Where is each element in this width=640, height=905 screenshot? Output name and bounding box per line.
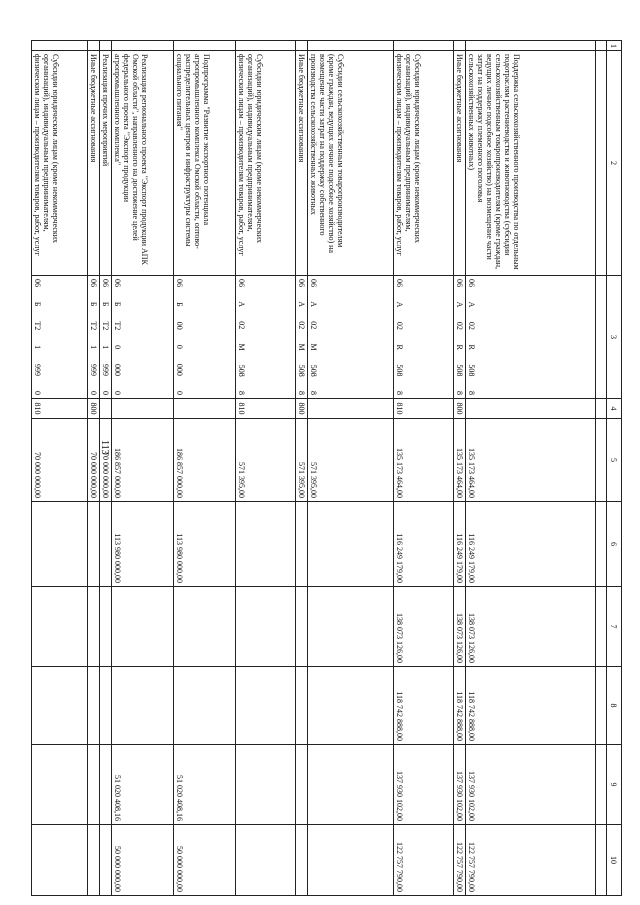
amount-cell [32, 502, 88, 587]
code-part: 8 [237, 391, 246, 395]
amount-cell [88, 587, 100, 667]
code-part: 508 [455, 364, 464, 377]
code-part: 1 [89, 345, 98, 350]
code-part: 00 [175, 321, 184, 330]
amount-cell [112, 587, 174, 667]
amount-cell [100, 745, 112, 825]
amount-cell [296, 502, 308, 587]
code-part: 06 [455, 279, 464, 287]
amount-cell: 118 742 888,00 [466, 667, 596, 745]
amount-cell [174, 587, 236, 667]
amount-cell: 186 857 000,00 [174, 419, 236, 502]
table-row [112, 41, 174, 896]
column-header: 1 [607, 41, 622, 51]
table-row [454, 41, 466, 896]
code-part: 02 [467, 321, 476, 330]
code-part: 999 [101, 364, 110, 377]
code-part: 8 [455, 390, 464, 395]
code-parts [395, 279, 404, 395]
amount-cell [308, 825, 394, 896]
table-row [88, 41, 100, 896]
row-number-cell [394, 41, 454, 51]
code-parts [309, 279, 318, 395]
amount-cell: 135 173 464,00 [394, 419, 454, 502]
classification-code-cell [454, 276, 466, 399]
expense-type-cell [466, 399, 596, 419]
amount-cell [296, 667, 308, 745]
classification-code-cell [112, 276, 174, 399]
description-cell: Иные бюджетные ассигнования [454, 51, 466, 276]
description-cell: Реализация прочих мероприятий [100, 51, 112, 276]
code-parts [113, 279, 122, 395]
expense-type-cell [308, 399, 394, 419]
code-part: 0 [101, 390, 110, 395]
code-part: 508 [297, 364, 306, 377]
classification-code-cell [394, 276, 454, 399]
column-header: 5 [607, 419, 622, 502]
code-part: 508 [395, 364, 404, 377]
expense-type-cell: 810 [32, 399, 88, 419]
amount-cell: 137 930 102,00 [466, 745, 596, 825]
expense-type-cell: 800 [88, 399, 100, 419]
amount-cell: 138 073 126,00 [394, 587, 454, 667]
description-cell: Иные бюджетные ассигнования [296, 51, 308, 276]
amount-cell [88, 667, 100, 745]
amount-cell [88, 745, 100, 825]
budget-table [31, 40, 622, 896]
code-part: Б [113, 301, 122, 307]
code-part: М [237, 343, 246, 351]
amount-cell: 118 742 888,00 [454, 667, 466, 745]
code-part: 0 [113, 345, 122, 350]
amount-cell: 122 757 790,00 [454, 825, 466, 896]
code-part: Б [175, 302, 184, 307]
classification-code-cell [32, 276, 88, 399]
code-part: 06 [175, 279, 184, 287]
code-parts [101, 279, 110, 395]
code-part: 06 [237, 279, 246, 287]
column-header: 6 [607, 502, 622, 587]
code-part: 0 [89, 390, 98, 395]
amount-cell: 571 395,00 [308, 419, 394, 502]
classification-code-cell [88, 276, 100, 399]
table-row [236, 41, 296, 896]
amount-cell: 70 000 000,00 [100, 419, 112, 502]
amount-cell: 116 249 179,00 [454, 502, 466, 587]
classification-code-cell [174, 276, 236, 399]
table-row [174, 41, 236, 896]
code-part: 508 [237, 364, 246, 377]
code-part: 0 [33, 390, 42, 395]
amount-cell: 70 000 000,00 [32, 419, 88, 502]
description-cell: Субсидии юридическим лицам (кроме некоммерческих организаций), индивидуальным предпринимателям, физическим лицам – производителям товаров, работ, услуг [236, 51, 296, 276]
code-part: 0 [175, 344, 184, 349]
amount-cell: 51 020 408,16 [174, 745, 236, 825]
code-part: Т2 [113, 321, 122, 331]
amount-cell: 135 173 464,00 [466, 419, 596, 502]
row-number-cell [112, 41, 174, 51]
column-header: 2 [607, 51, 622, 276]
code-part: 000 [175, 363, 184, 376]
amount-cell [112, 667, 174, 745]
code-part: 0 [175, 390, 184, 395]
code-part: 8 [395, 390, 404, 395]
code-part: А [455, 301, 464, 308]
code-part: 508 [309, 364, 318, 377]
classification-code-cell [100, 276, 112, 399]
amount-cell: 122 757 790,00 [466, 825, 596, 896]
expense-type-cell [112, 399, 174, 419]
code-part: М [309, 343, 318, 351]
code-part: 8 [309, 391, 318, 395]
amount-cell: 50 000 000,00 [174, 825, 236, 896]
classification-code-cell [236, 276, 296, 399]
code-part: 02 [237, 321, 246, 330]
amount-cell: 137 930 102,00 [394, 745, 454, 825]
amount-cell [296, 825, 308, 896]
amount-cell [308, 667, 394, 745]
amount-cell [308, 587, 394, 667]
code-part: А [237, 301, 246, 307]
code-part: 02 [309, 321, 318, 330]
amount-cell [236, 502, 296, 587]
expense-type-cell [174, 399, 236, 419]
rotated-table-container [33, 40, 622, 895]
code-part: R [455, 344, 464, 350]
column-header: 8 [607, 667, 622, 745]
amount-cell [236, 667, 296, 745]
description-cell: Реализация регионального проекта "Экспорт продукции АПК Омской области", направленного на достижение целей федерального проекта "Экспорт продукции агропромышленного комплекса" [112, 51, 174, 276]
amount-cell [32, 745, 88, 825]
table-row [466, 41, 596, 896]
code-part: 999 [33, 364, 42, 377]
code-part: 0 [113, 390, 122, 395]
code-parts [237, 279, 246, 395]
expense-type-cell: 800 [454, 399, 466, 419]
code-part: 06 [101, 279, 110, 287]
amount-cell [296, 587, 308, 667]
code-part: Т2 [89, 321, 98, 331]
amount-cell: 51 020 408,16 [112, 745, 174, 825]
amount-cell: 113 980 000,00 [112, 502, 174, 587]
code-part: 02 [395, 321, 404, 330]
row-number-cell [174, 41, 236, 51]
amount-cell [236, 745, 296, 825]
amount-cell: 571 395,00 [296, 419, 308, 502]
code-parts [297, 279, 306, 395]
row-number-cell [308, 41, 394, 51]
code-part: М [297, 343, 306, 351]
code-part: 06 [33, 279, 42, 287]
spacer-row [596, 41, 607, 896]
table-row [296, 41, 308, 896]
classification-code-cell [308, 276, 394, 399]
header-row [607, 41, 622, 896]
code-part: Б [89, 301, 98, 307]
amount-cell: 122 757 790,00 [394, 825, 454, 896]
amount-cell [296, 745, 308, 825]
table-row [100, 41, 112, 896]
column-header: 9 [607, 745, 622, 825]
amount-cell: 113 980 000,00 [174, 502, 236, 587]
amount-cell: 186 857 000,00 [112, 419, 174, 502]
description-cell: Субсидии сельскохозяйственным товаропроизводителям (кроме граждан, ведущих личное подсобное хозяйство) на возмещение части затрат на поддержку собственного производства сельскохозяйственных животных [308, 51, 394, 276]
amount-cell: 135 173 464,00 [454, 419, 466, 502]
row-number-cell [236, 41, 296, 51]
amount-cell [100, 502, 112, 587]
code-part: 06 [467, 279, 476, 287]
amount-cell [100, 825, 112, 896]
amount-cell: 138 073 126,00 [454, 587, 466, 667]
amount-cell [174, 667, 236, 745]
amount-cell [308, 745, 394, 825]
row-number-cell [32, 41, 88, 51]
column-header: 4 [607, 399, 622, 419]
amount-cell [32, 825, 88, 896]
amount-cell [308, 502, 394, 587]
code-part: 999 [89, 364, 98, 377]
page-number: 113 [99, 440, 110, 455]
description-cell: Субсидии юридическим лицам (кроме некоммерческих организаций), индивидуальным предпринимателям, физическим лицам – производителям товаров, работ, услуг [32, 51, 88, 276]
row-number-cell [296, 41, 308, 51]
code-part: Б [101, 301, 110, 307]
code-parts [455, 279, 464, 395]
code-part: 06 [113, 279, 122, 287]
amount-cell [88, 825, 100, 896]
code-part: R [467, 344, 476, 350]
column-header: 10 [607, 825, 622, 896]
code-part: 02 [297, 321, 306, 330]
table-row [308, 41, 394, 896]
row-number-cell [466, 41, 596, 51]
code-parts [175, 279, 184, 395]
amount-cell: 70 000 000,00 [88, 419, 100, 502]
amount-cell: 118 742 888,00 [394, 667, 454, 745]
amount-cell [100, 667, 112, 745]
expense-type-cell: 810 [394, 399, 454, 419]
amount-cell: 571 395,00 [236, 419, 296, 502]
code-part: 06 [309, 279, 318, 287]
row-number-cell [454, 41, 466, 51]
code-part: 06 [395, 279, 404, 287]
code-part: R [395, 344, 404, 350]
amount-cell [32, 587, 88, 667]
amount-cell: 116 249 179,00 [394, 502, 454, 587]
code-part: А [467, 301, 476, 308]
amount-cell: 50 000 000,00 [112, 825, 174, 896]
row-number-cell [100, 41, 112, 51]
code-part: 06 [89, 279, 98, 287]
code-part: 06 [297, 279, 306, 287]
column-header: 7 [607, 587, 622, 667]
code-part: Т2 [33, 321, 42, 331]
column-header: 3 [607, 276, 622, 399]
code-part: А [297, 301, 306, 307]
code-part: Т2 [101, 321, 110, 331]
code-part: 8 [297, 391, 306, 395]
amount-cell [236, 587, 296, 667]
code-part: 8 [467, 390, 476, 395]
amount-cell [88, 502, 100, 587]
classification-code-cell [466, 276, 596, 399]
description-cell: Субсидии юридическим лицам (кроме некоммерческих организаций), индивидуальным предпринимателям, физическим лицам – производителям товаров, работ, услуг [394, 51, 454, 276]
amount-cell [100, 587, 112, 667]
table-row [394, 41, 454, 896]
amount-cell [236, 825, 296, 896]
code-part: 000 [113, 364, 122, 377]
code-part: А [395, 301, 404, 308]
code-part: А [309, 301, 318, 307]
expense-type-cell: 810 [236, 399, 296, 419]
amount-cell: 116 249 179,00 [466, 502, 596, 587]
code-parts [33, 279, 42, 395]
table-row [32, 41, 88, 896]
row-number-cell [88, 41, 100, 51]
code-parts [89, 279, 98, 395]
expense-type-cell [100, 399, 112, 419]
code-part: Б [33, 301, 42, 307]
amount-cell: 138 073 126,00 [466, 587, 596, 667]
code-part: 1 [101, 345, 110, 350]
expense-type-cell: 800 [296, 399, 308, 419]
description-cell: Подпрограмма "Развитие экспортного потенциала агропромышленного комплекса Омской области, оптово-распределительных центров и инфраструктуры системы социального питания" [174, 51, 236, 276]
description-cell: Иные бюджетные ассигнования [88, 51, 100, 276]
amount-cell [32, 667, 88, 745]
code-parts [467, 279, 476, 395]
code-part: 02 [455, 321, 464, 330]
amount-cell: 137 930 102,00 [454, 745, 466, 825]
code-part: 508 [467, 364, 476, 377]
code-part: 1 [33, 345, 42, 350]
classification-code-cell [296, 276, 308, 399]
description-cell: Поддержка сельскохозяйственного производства по отдельным подотраслям растениеводства и животноводства (субсидии сельскохозяйственным товаропроизводителям (кроме граждан, ведущих личное подсобное хозяйство) на возмещение части затрат на поддержку племенного поголовья сельскохозяйственных животных) [466, 51, 596, 276]
